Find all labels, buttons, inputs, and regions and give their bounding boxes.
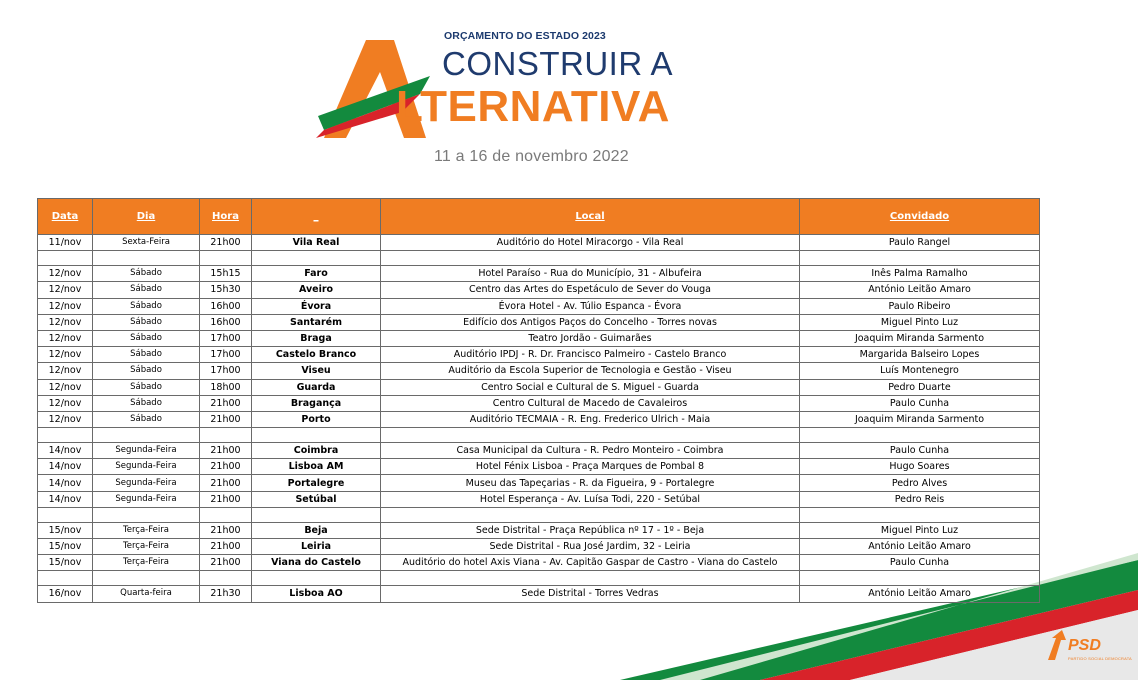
cell-hour: 21h00	[200, 491, 252, 507]
table-row	[38, 411, 1040, 427]
table-row	[38, 266, 1040, 282]
cell-date: 12/nov	[38, 363, 93, 379]
blank-row	[38, 507, 1040, 522]
cell-hour: 21h00	[200, 395, 252, 411]
psd-logo-text: PSD	[1068, 637, 1101, 654]
cell-venue: Edifício dos Antigos Paços do Concelho - Torres novas	[381, 314, 800, 330]
cell-day: Sábado	[93, 395, 200, 411]
cell-city: Évora	[252, 298, 381, 314]
cell-city: Lisboa AO	[252, 586, 381, 602]
cell-city: Viana do Castelo	[252, 555, 381, 571]
cell-city: Vila Real	[252, 235, 381, 251]
cell-venue: Casa Municipal da Cultura - R. Pedro Monteiro - Coimbra	[381, 443, 800, 459]
psd-logo-subtitle: PARTIDO SOCIAL DEMOCRATA	[1068, 656, 1132, 661]
cell-date	[38, 251, 93, 266]
date-range: 11 a 16 de novembro 2022	[434, 148, 629, 165]
cell-venue: Auditório TECMAIA - R. Eng. Frederico Ulrich - Maia	[381, 411, 800, 427]
col-header-cidade: _	[252, 199, 381, 235]
table-row	[38, 586, 1040, 602]
cell-venue: Hotel Paraíso - Rua do Município, 31 - Albufeira	[381, 266, 800, 282]
cell-day: Terça-Feira	[93, 522, 200, 538]
cell-guest	[800, 428, 1040, 443]
cell-date	[38, 507, 93, 522]
cell-date: 14/nov	[38, 475, 93, 491]
cell-guest: Joaquim Miranda Sarmento	[800, 411, 1040, 427]
cell-day: Sábado	[93, 411, 200, 427]
cell-hour: 21h00	[200, 459, 252, 475]
cell-venue: Auditório da Escola Superior de Tecnologia e Gestão - Viseu	[381, 363, 800, 379]
col-header-dia: Dia	[93, 199, 200, 235]
cell-venue: Centro Social e Cultural de S. Miguel - Guarda	[381, 379, 800, 395]
cell-guest: Paulo Rangel	[800, 235, 1040, 251]
cell-hour: 15h15	[200, 266, 252, 282]
col-header-data: Data	[38, 199, 93, 235]
cell-day: Quarta-feira	[93, 586, 200, 602]
cell-hour: 21h00	[200, 411, 252, 427]
table-header-row	[38, 199, 1040, 235]
table-row	[38, 330, 1040, 346]
cell-guest: Paulo Cunha	[800, 555, 1040, 571]
cell-venue: Auditório do hotel Axis Viana - Av. Capitão Gaspar de Castro - Viana do Castelo	[381, 555, 800, 571]
blank-row	[38, 571, 1040, 586]
cell-date: 12/nov	[38, 266, 93, 282]
cell-date: 12/nov	[38, 347, 93, 363]
cell-venue: Museu das Tapeçarias - R. da Figueira, 9 - Portalegre	[381, 475, 800, 491]
col-header-hora: Hora	[200, 199, 252, 235]
cell-hour: 15h30	[200, 282, 252, 298]
cell-city: Portalegre	[252, 475, 381, 491]
cell-guest: Pedro Duarte	[800, 379, 1040, 395]
cell-venue: Centro das Artes do Espetáculo de Sever do Vouga	[381, 282, 800, 298]
cell-guest: Miguel Pinto Luz	[800, 314, 1040, 330]
cell-guest: António Leitão Amaro	[800, 586, 1040, 602]
cell-date: 14/nov	[38, 459, 93, 475]
cell-day	[93, 571, 200, 586]
cell-venue: Teatro Jordão - Guimarães	[381, 330, 800, 346]
cell-guest: Hugo Soares	[800, 459, 1040, 475]
table-row	[38, 459, 1040, 475]
cell-day: Sexta-Feira	[93, 235, 200, 251]
cell-guest: António Leitão Amaro	[800, 539, 1040, 555]
cell-city	[252, 428, 381, 443]
cell-date: 12/nov	[38, 298, 93, 314]
cell-day: Segunda-Feira	[93, 459, 200, 475]
col-header-convidado: Convidado	[800, 199, 1040, 235]
table-row	[38, 491, 1040, 507]
cell-city	[252, 251, 381, 266]
cell-day: Sábado	[93, 266, 200, 282]
col-header-local: Local	[381, 199, 800, 235]
schedule-table	[37, 198, 1040, 603]
cell-guest: Inês Palma Ramalho	[800, 266, 1040, 282]
cell-hour: 18h00	[200, 379, 252, 395]
cell-date: 11/nov	[38, 235, 93, 251]
cell-guest: Paulo Cunha	[800, 395, 1040, 411]
cell-venue: Centro Cultural de Macedo de Cavaleiros	[381, 395, 800, 411]
cell-hour: 21h00	[200, 443, 252, 459]
table-row	[38, 314, 1040, 330]
table-row	[38, 347, 1040, 363]
cell-hour: 21h00	[200, 235, 252, 251]
table-row	[38, 282, 1040, 298]
table-row	[38, 298, 1040, 314]
cell-venue: Sede Distrital - Torres Vedras	[381, 586, 800, 602]
cell-day: Sábado	[93, 330, 200, 346]
cell-hour	[200, 507, 252, 522]
cell-city: Aveiro	[252, 282, 381, 298]
cell-guest: António Leitão Amaro	[800, 282, 1040, 298]
cell-date	[38, 571, 93, 586]
cell-day	[93, 507, 200, 522]
cell-guest	[800, 571, 1040, 586]
cell-day: Segunda-Feira	[93, 491, 200, 507]
table-row	[38, 395, 1040, 411]
cell-day: Sábado	[93, 347, 200, 363]
cell-guest: Paulo Ribeiro	[800, 298, 1040, 314]
cell-guest: Pedro Alves	[800, 475, 1040, 491]
cell-hour	[200, 571, 252, 586]
cell-day	[93, 428, 200, 443]
table-row	[38, 555, 1040, 571]
cell-date: 12/nov	[38, 314, 93, 330]
blank-row	[38, 428, 1040, 443]
cell-city: Santarém	[252, 314, 381, 330]
cell-city: Viseu	[252, 363, 381, 379]
cell-hour: 17h00	[200, 363, 252, 379]
cell-guest: Joaquim Miranda Sarmento	[800, 330, 1040, 346]
cell-hour: 17h00	[200, 330, 252, 346]
cell-hour	[200, 251, 252, 266]
table-row	[38, 235, 1040, 251]
cell-city: Braga	[252, 330, 381, 346]
cell-venue: Sede Distrital - Rua José Jardim, 32 - Leiria	[381, 539, 800, 555]
cell-day: Sábado	[93, 314, 200, 330]
cell-date: 16/nov	[38, 586, 93, 602]
cell-day: Sábado	[93, 298, 200, 314]
cell-city	[252, 507, 381, 522]
cell-hour: 21h00	[200, 539, 252, 555]
table-row	[38, 443, 1040, 459]
table-row	[38, 539, 1040, 555]
cell-venue	[381, 251, 800, 266]
cell-date: 15/nov	[38, 522, 93, 538]
cell-city: Bragança	[252, 395, 381, 411]
cell-city: Beja	[252, 522, 381, 538]
table-row	[38, 522, 1040, 538]
cell-date: 12/nov	[38, 395, 93, 411]
cell-hour: 21h00	[200, 555, 252, 571]
cell-venue: Auditório do Hotel Miracorgo - Vila Real	[381, 235, 800, 251]
table-row	[38, 475, 1040, 491]
cell-date: 14/nov	[38, 491, 93, 507]
cell-date: 12/nov	[38, 330, 93, 346]
cell-hour: 21h00	[200, 522, 252, 538]
cell-date: 14/nov	[38, 443, 93, 459]
cell-hour	[200, 428, 252, 443]
cell-city: Setúbal	[252, 491, 381, 507]
cell-date: 15/nov	[38, 555, 93, 571]
cell-hour: 17h00	[200, 347, 252, 363]
cell-city: Guarda	[252, 379, 381, 395]
cell-hour: 21h00	[200, 475, 252, 491]
schedule-body	[38, 235, 1040, 603]
cell-day: Terça-Feira	[93, 555, 200, 571]
cell-day: Sábado	[93, 379, 200, 395]
cell-day: Segunda-Feira	[93, 443, 200, 459]
cell-guest: Luís Montenegro	[800, 363, 1040, 379]
cell-city	[252, 571, 381, 586]
table-row	[38, 363, 1040, 379]
cell-venue: Hotel Esperança - Av. Luísa Todi, 220 - Setúbal	[381, 491, 800, 507]
blank-row	[38, 251, 1040, 266]
table-row	[38, 379, 1040, 395]
cell-city: Faro	[252, 266, 381, 282]
cell-hour: 21h30	[200, 586, 252, 602]
cell-venue	[381, 507, 800, 522]
cell-guest	[800, 507, 1040, 522]
cell-guest	[800, 251, 1040, 266]
title-construir: CONSTRUIR A	[442, 45, 674, 82]
title-alternativa: LTERNATIVA	[396, 82, 670, 131]
cell-day	[93, 251, 200, 266]
cell-day: Sábado	[93, 282, 200, 298]
cell-hour: 16h00	[200, 298, 252, 314]
cell-date: 12/nov	[38, 282, 93, 298]
cell-venue: Auditório IPDJ - R. Dr. Francisco Palmeiro - Castelo Branco	[381, 347, 800, 363]
cell-day: Sábado	[93, 363, 200, 379]
cell-date: 15/nov	[38, 539, 93, 555]
cell-city: Castelo Branco	[252, 347, 381, 363]
cell-hour: 16h00	[200, 314, 252, 330]
cell-day: Segunda-Feira	[93, 475, 200, 491]
cell-date: 12/nov	[38, 379, 93, 395]
cell-guest: Margarida Balseiro Lopes	[800, 347, 1040, 363]
cell-date	[38, 428, 93, 443]
cell-guest: Pedro Reis	[800, 491, 1040, 507]
cell-city: Lisboa AM	[252, 459, 381, 475]
cell-guest: Paulo Cunha	[800, 443, 1040, 459]
cell-venue: Hotel Fénix Lisboa - Praça Marques de Pombal 8	[381, 459, 800, 475]
cell-venue: Sede Distrital - Praça República nº 17 - 1º - Beja	[381, 522, 800, 538]
cell-venue	[381, 571, 800, 586]
cell-city: Coimbra	[252, 443, 381, 459]
cell-date: 12/nov	[38, 411, 93, 427]
cell-venue	[381, 428, 800, 443]
cell-city: Porto	[252, 411, 381, 427]
budget-subtitle: ORÇAMENTO DO ESTADO 2023	[444, 30, 606, 42]
cell-guest: Miguel Pinto Luz	[800, 522, 1040, 538]
cell-venue: Évora Hotel - Av. Túlio Espanca - Évora	[381, 298, 800, 314]
cell-day: Terça-Feira	[93, 539, 200, 555]
cell-city: Leiria	[252, 539, 381, 555]
